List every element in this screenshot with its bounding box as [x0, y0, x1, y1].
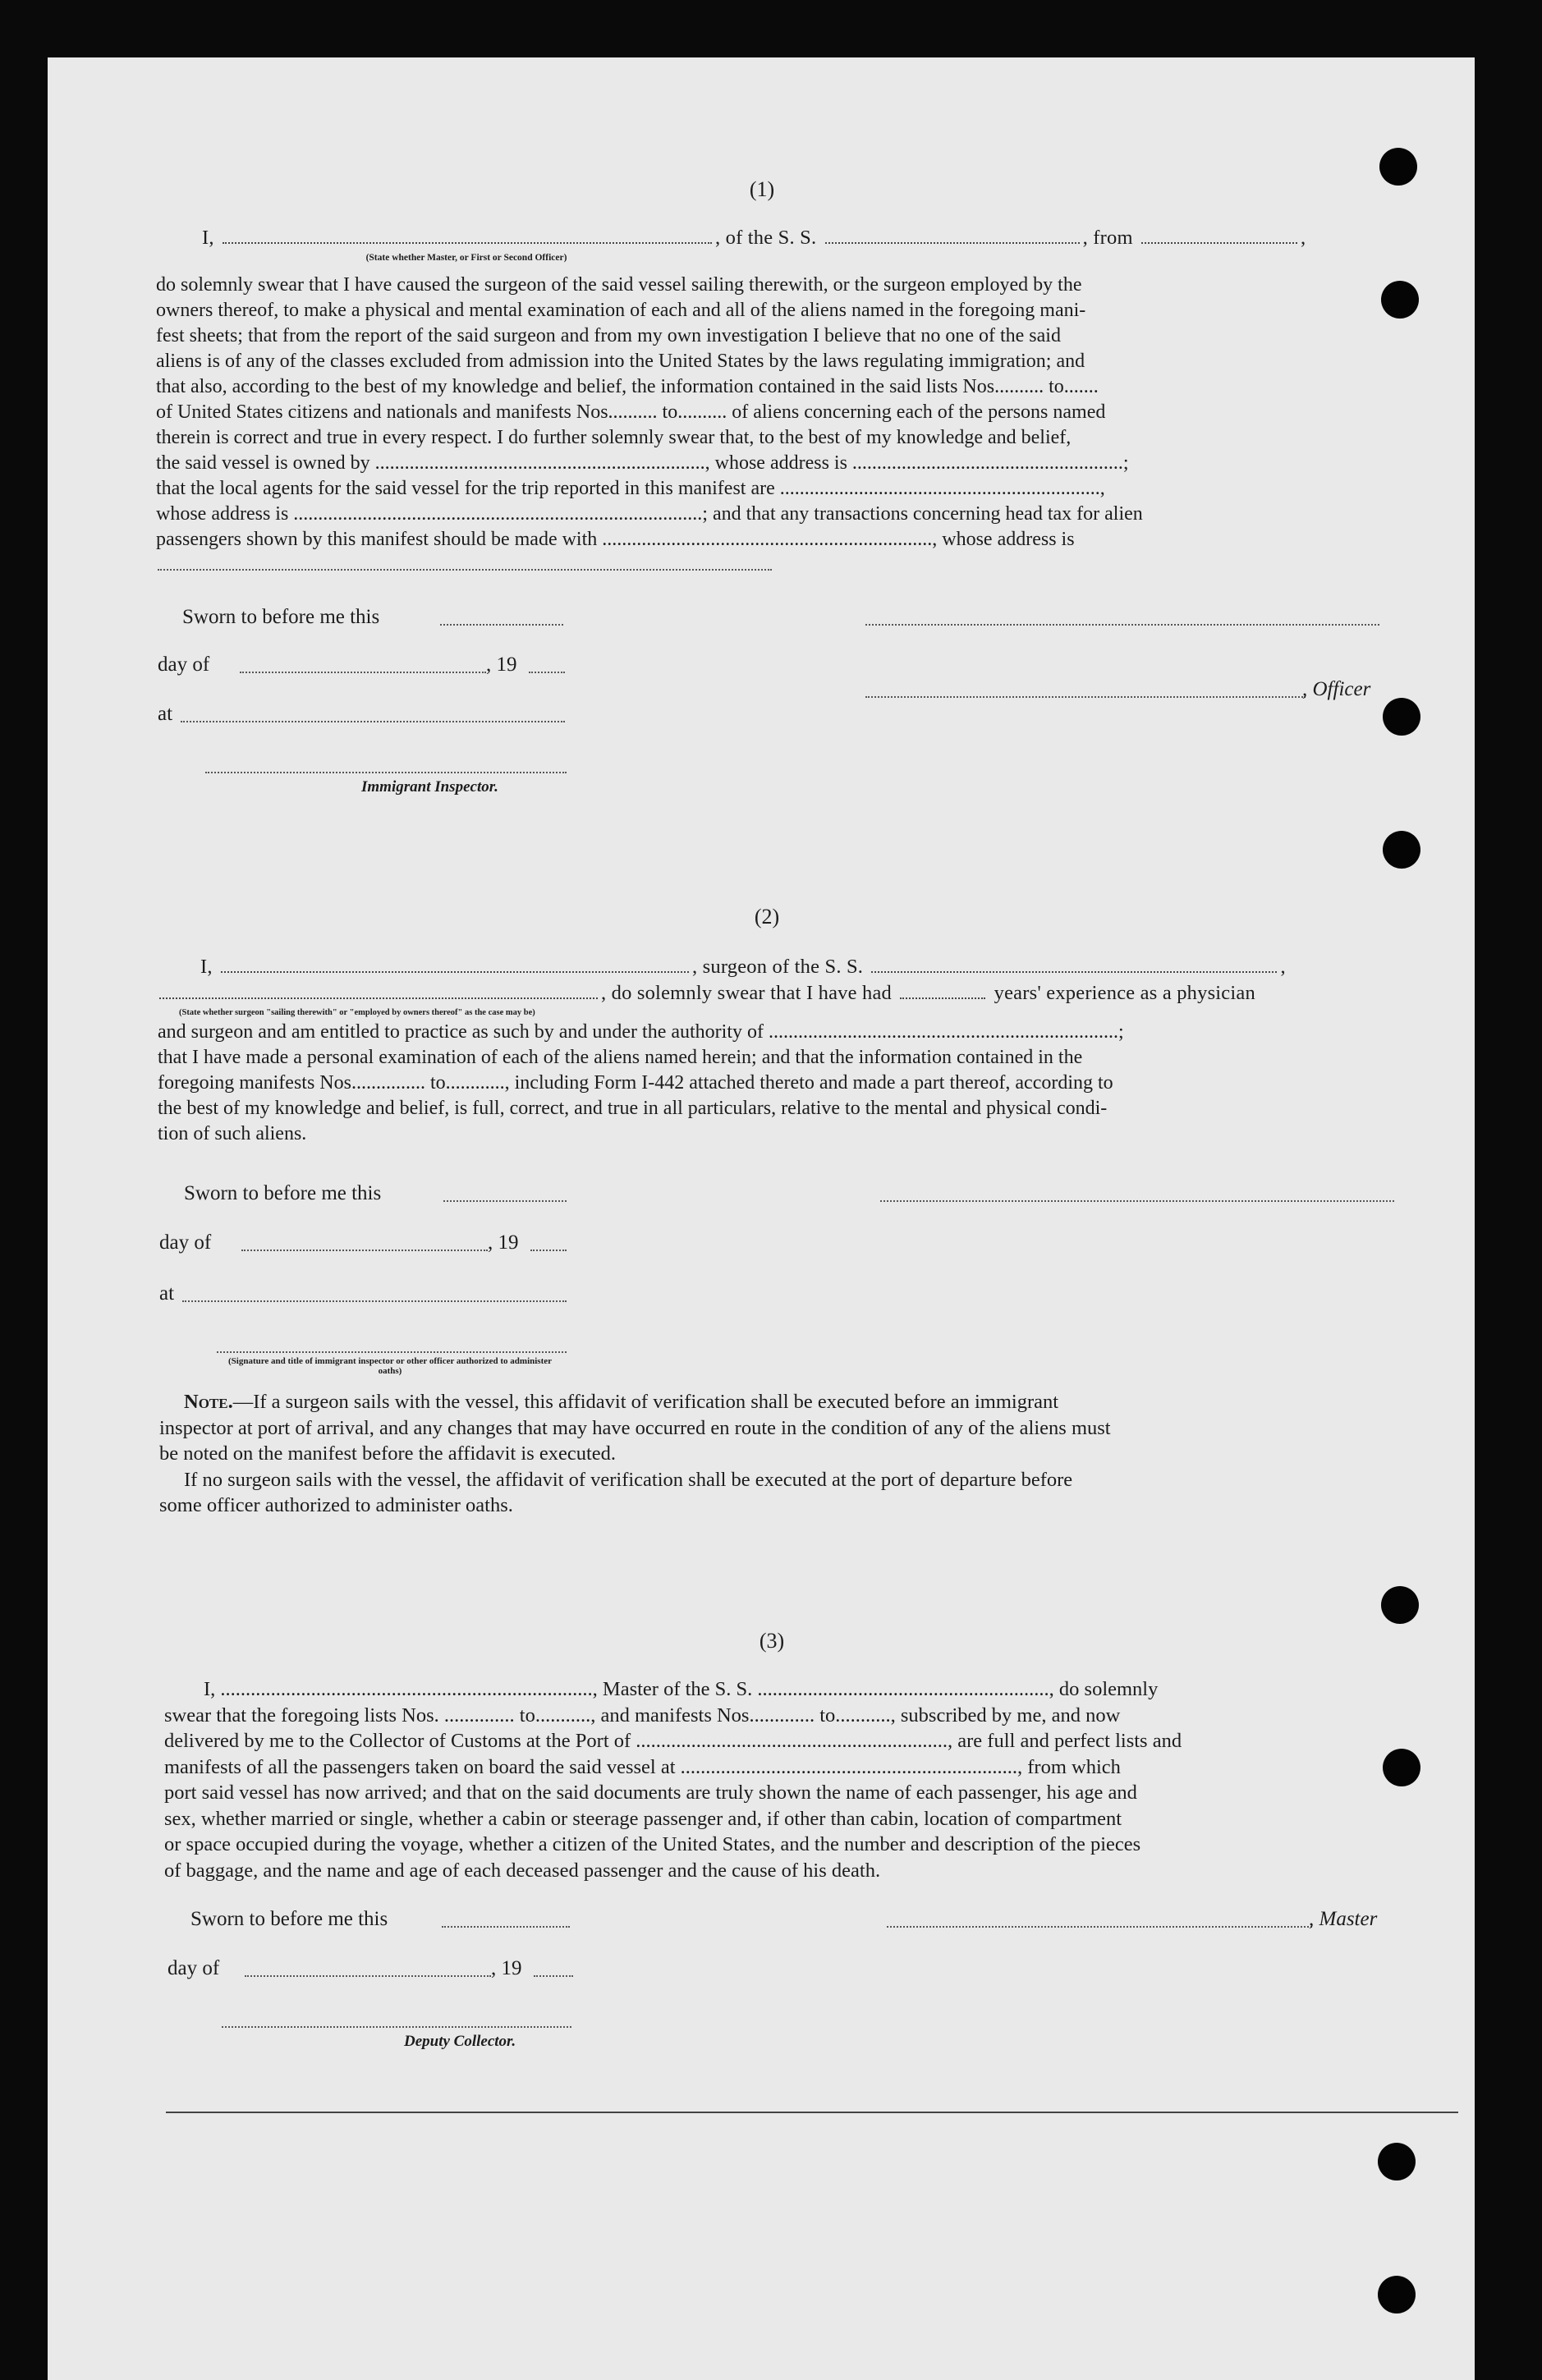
punch-hole: [1378, 2276, 1416, 2314]
section-1-body: [156, 273, 1442, 553]
body-line: sex, whether married or single, whether a cabin or steerage passenger and, if other than cabin, location of compartment: [164, 1807, 1122, 1830]
year-field[interactable]: [529, 672, 565, 673]
year-field[interactable]: [530, 1250, 567, 1251]
signature-caption: (Signature and title of immigrant inspector or other officer authorized to administer oaths): [227, 1356, 553, 1376]
year-label: , 19: [491, 1957, 522, 1979]
years-field[interactable]: [900, 997, 985, 999]
officer-label: , Officer: [1302, 678, 1371, 700]
line1-i: I,: [200, 956, 213, 978]
section-3-body: [164, 1676, 1445, 1883]
signature-field[interactable]: [865, 624, 1379, 626]
sworn-day-field[interactable]: [440, 624, 563, 626]
vessel-name-field[interactable]: [825, 242, 1080, 244]
sworn-label: Sworn to before me this: [190, 1908, 388, 1930]
body-line: manifests of all the passengers taken on board the said vessel at ..................................................................., from which: [164, 1755, 1121, 1778]
note-text: be noted on the manifest before the affidavit is executed.: [159, 1442, 617, 1465]
surgeon-of-ss: , surgeon of the S. S.: [692, 956, 864, 978]
note-text: some officer authorized to administer oaths.: [159, 1494, 513, 1516]
sworn-label: Sworn to before me this: [182, 606, 380, 628]
body-line: therein is correct and true in every respect. I do further solemnly swear that, to the best of my knowledge and belief,: [156, 427, 1072, 448]
collector-caption: Deputy Collector.: [404, 2033, 516, 2050]
day-of-label: day of: [159, 1231, 212, 1254]
punch-hole: [1383, 831, 1420, 869]
agent-address-field[interactable]: [158, 569, 772, 571]
master-label: , Master: [1309, 1908, 1378, 1930]
month-field[interactable]: [245, 1975, 491, 1977]
body-line: the said vessel is owned by ..................................................................., whose address is .......................................................;: [156, 452, 1129, 474]
body-line: and surgeon and am entitled to practice as such by and under the authority of .......................................................................;: [158, 1021, 1124, 1043]
port-from-field[interactable]: [1141, 242, 1297, 244]
year-field[interactable]: [534, 1975, 573, 1977]
at-field[interactable]: [182, 1300, 567, 1302]
body-line: swear that the foregoing lists Nos. .............. to..........., and manifests Nos............. to..........., subscribed by me, and now: [164, 1704, 1121, 1727]
body-line: foregoing manifests Nos............... to............, including Form I-442 attached thereto and made a part thereof, according to: [158, 1072, 1113, 1094]
punch-hole: [1378, 2143, 1416, 2181]
body-line: do solemnly swear that I have caused the surgeon of the said vessel sailing therewith, or the surgeon employed by the: [156, 274, 1082, 296]
rank-hint: (State whether Master, or First or Second Officer): [365, 253, 567, 263]
section-2-number: (2): [754, 905, 780, 929]
opening-of-ss: , of the S. S.: [715, 227, 817, 249]
years-text: years' experience as a physician: [994, 982, 1255, 1004]
punch-hole: [1381, 1586, 1419, 1624]
note-text: If no surgeon sails with the vessel, the affidavit of verification shall be executed at the port of departure before: [184, 1468, 1073, 1491]
officer-signature-field[interactable]: [217, 1351, 567, 1353]
year-label: , 19: [488, 1231, 519, 1254]
body-line: that I have made a personal examination of each of the aliens named herein; and that the information contained in the: [158, 1047, 1083, 1068]
opening-i: I,: [202, 227, 214, 249]
manifest-back-page: [48, 57, 1475, 2380]
section-1-opening: I, , of the S. S. , from ,: [202, 227, 1306, 249]
body-line: owners thereof, to make a physical and mental examination of each and all of the aliens named in the foregoing mani-: [156, 300, 1086, 321]
at-label: at: [158, 703, 173, 725]
month-field[interactable]: [241, 1250, 488, 1251]
sworn-day-field[interactable]: [442, 1926, 570, 1928]
section-3-number: (3): [759, 1629, 785, 1653]
surgeon-status-field[interactable]: [159, 997, 598, 999]
note-text: —If a surgeon sails with the vessel, this affidavit of verification shall be executed before an immigrant: [232, 1391, 1059, 1413]
note-block: [159, 1389, 1437, 1519]
month-field[interactable]: [240, 672, 486, 673]
body-line: tion of such aliens.: [158, 1123, 307, 1144]
body-line: delivered by me to the Collector of Customs at the Port of .............................................................., are full and perfect lists and: [164, 1730, 1182, 1752]
surgeon-status-hint: (State whether surgeon "sailing therewith" or "employed by owners thereof" as the case may be): [179, 1008, 535, 1017]
body-line: aliens is of any of the classes excluded from admission into the United States by the laws regulating immigration; and: [156, 351, 1085, 372]
bottom-divider: [166, 2112, 1458, 2113]
day-of-label: day of: [168, 1957, 220, 1979]
note-text: inspector at port of arrival, and any changes that may have occurred en route in the condition of any of the aliens must: [159, 1416, 1111, 1439]
sworn-label: Sworn to before me this: [184, 1182, 382, 1204]
officer-signature-field[interactable]: [865, 696, 1306, 698]
body-line: of United States citizens and nationals and manifests Nos.......... to.......... of aliens concerning each of the persons named: [156, 401, 1106, 423]
opening-from: , from: [1082, 227, 1133, 249]
section-1-number: (1): [749, 177, 775, 201]
collector-signature-field[interactable]: [222, 2026, 571, 2028]
section-2-body: [158, 1020, 1434, 1147]
note-label: Note.: [184, 1391, 233, 1413]
at-field[interactable]: [181, 721, 565, 722]
body-line: whose address is ...................................................................................; and that any transactions concerning head tax for alien: [156, 503, 1143, 525]
section-2-line-2: [156, 982, 1255, 1005]
punch-hole: [1383, 698, 1420, 736]
surgeon-vessel-field[interactable]: [871, 971, 1277, 973]
body-line: that also, according to the best of my knowledge and belief, the information contained in the said lists Nos.......... to.......: [156, 376, 1099, 397]
body-line: that the local agents for the said vessel for the trip reported in this manifest are .................................................................,: [156, 478, 1105, 499]
inspector-caption: Immigrant Inspector.: [361, 778, 498, 796]
body-line: I, .........................................................................., Master of the S. S. .........................................................., do solemnly: [204, 1678, 1159, 1700]
body-line: fest sheets; that from the report of the said surgeon and from my own investigation I believe that no one of the said: [156, 325, 1061, 346]
year-label: , 19: [486, 653, 517, 676]
day-of-label: day of: [158, 653, 210, 676]
at-label: at: [159, 1282, 175, 1305]
swear-text: , do solemnly swear that I have had: [601, 982, 892, 1004]
body-line: port said vessel has now arrived; and that on the said documents are truly shown the name of each passenger, his age and: [164, 1782, 1137, 1804]
section-2-line-1: I, , surgeon of the S. S. ,: [200, 956, 1286, 978]
body-line: of baggage, and the name and age of each deceased passenger and the cause of his death.: [164, 1859, 881, 1882]
sworn-day-field[interactable]: [443, 1200, 567, 1202]
body-line: passengers shown by this manifest should be made with ..................................................................., whose address is: [156, 529, 1075, 550]
body-line: the best of my knowledge and belief, is full, correct, and true in all particulars, relative to the mental and physical condi-: [158, 1098, 1108, 1119]
surgeon-name-field[interactable]: [221, 971, 689, 973]
body-line: or space occupied during the voyage, whether a citizen of the United States, and the number and description of the pieces: [164, 1833, 1141, 1855]
master-signature-field[interactable]: [887, 1926, 1312, 1928]
inspector-signature-field[interactable]: [205, 772, 567, 773]
officer-rank-field[interactable]: [223, 242, 712, 244]
signature-field[interactable]: [880, 1200, 1394, 1202]
